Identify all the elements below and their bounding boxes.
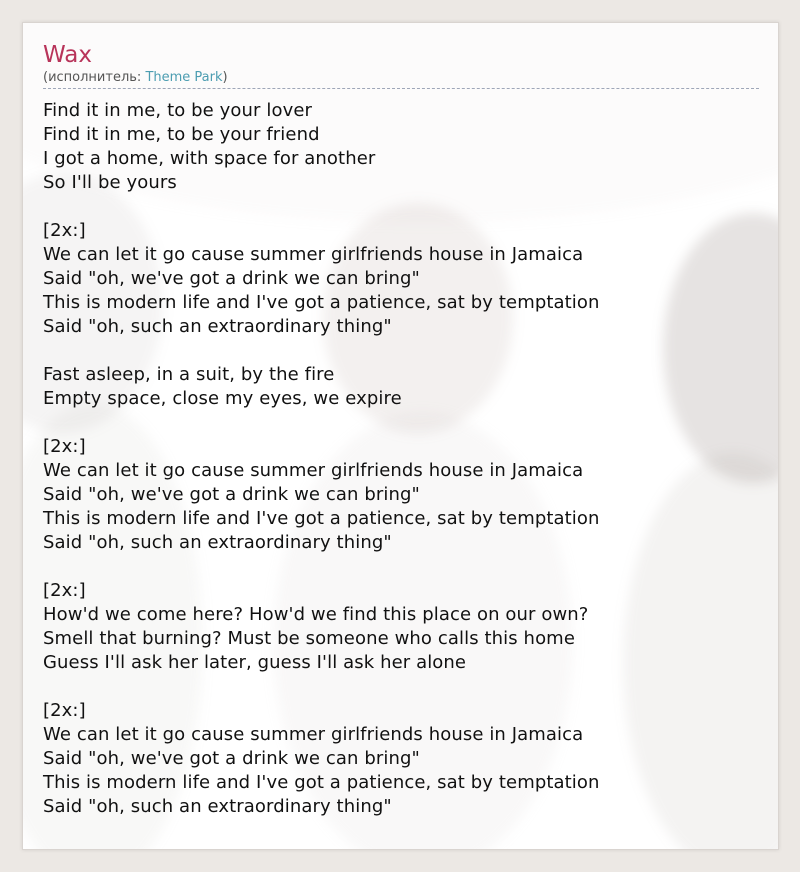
lyric-line: Smell that burning? Must be someone who calls this home <box>43 628 575 649</box>
lyrics-card <box>22 22 779 850</box>
artist-line <box>43 69 759 89</box>
lyrics-stanza <box>43 99 758 195</box>
lyric-line: Find it in me, to be your friend <box>43 124 320 145</box>
lyric-line: How'd we come here? How'd we find this place on our own? <box>43 604 589 625</box>
lyrics-stanza <box>43 219 758 339</box>
artist-suffix: ) <box>222 70 228 85</box>
lyric-line: This is modern life and I've got a patience, sat by temptation <box>43 772 600 793</box>
lyric-line: [2x:] <box>43 700 86 721</box>
lyrics-stanza <box>43 579 758 675</box>
lyric-line: Said "oh, such an extraordinary thing" <box>43 796 392 817</box>
lyric-line: Fast asleep, in a suit, by the fire <box>43 364 335 385</box>
lyric-line: Guess I'll ask her later, guess I'll ask her alone <box>43 652 467 673</box>
lyric-line: Find it in me, to be your lover <box>43 100 313 121</box>
lyric-line: This is modern life and I've got a patience, sat by temptation <box>43 508 600 529</box>
lyric-line: [2x:] <box>43 220 86 241</box>
lyric-line: We can let it go cause summer girlfriends house in Jamaica <box>43 724 584 745</box>
lyric-line: Said "oh, such an extraordinary thing" <box>43 316 392 337</box>
lyrics-stanza <box>43 363 758 411</box>
lyric-line: I got a home, with space for another <box>43 148 376 169</box>
lyrics-content <box>43 41 758 843</box>
lyrics-body <box>43 99 758 819</box>
song-title: Wax <box>43 42 92 68</box>
lyric-line: We can let it go cause summer girlfriends house in Jamaica <box>43 244 584 265</box>
artist-prefix: (исполнитель: <box>43 70 146 85</box>
lyric-line: Said "oh, we've got a drink we can bring" <box>43 268 420 289</box>
lyrics-stanza <box>43 435 758 555</box>
lyric-line: So I'll be yours <box>43 172 177 193</box>
lyric-line: Said "oh, such an extraordinary thing" <box>43 532 392 553</box>
lyrics-stanza <box>43 699 758 819</box>
lyric-line: Said "oh, we've got a drink we can bring" <box>43 484 420 505</box>
lyric-line: [2x:] <box>43 580 86 601</box>
lyric-line: We can let it go cause summer girlfriends house in Jamaica <box>43 460 584 481</box>
lyric-line: Empty space, close my eyes, we expire <box>43 388 402 409</box>
artist-link[interactable]: Theme Park <box>145 70 223 85</box>
lyric-line: This is modern life and I've got a patience, sat by temptation <box>43 292 600 313</box>
lyric-line: Said "oh, we've got a drink we can bring" <box>43 748 420 769</box>
lyric-line: [2x:] <box>43 436 86 457</box>
